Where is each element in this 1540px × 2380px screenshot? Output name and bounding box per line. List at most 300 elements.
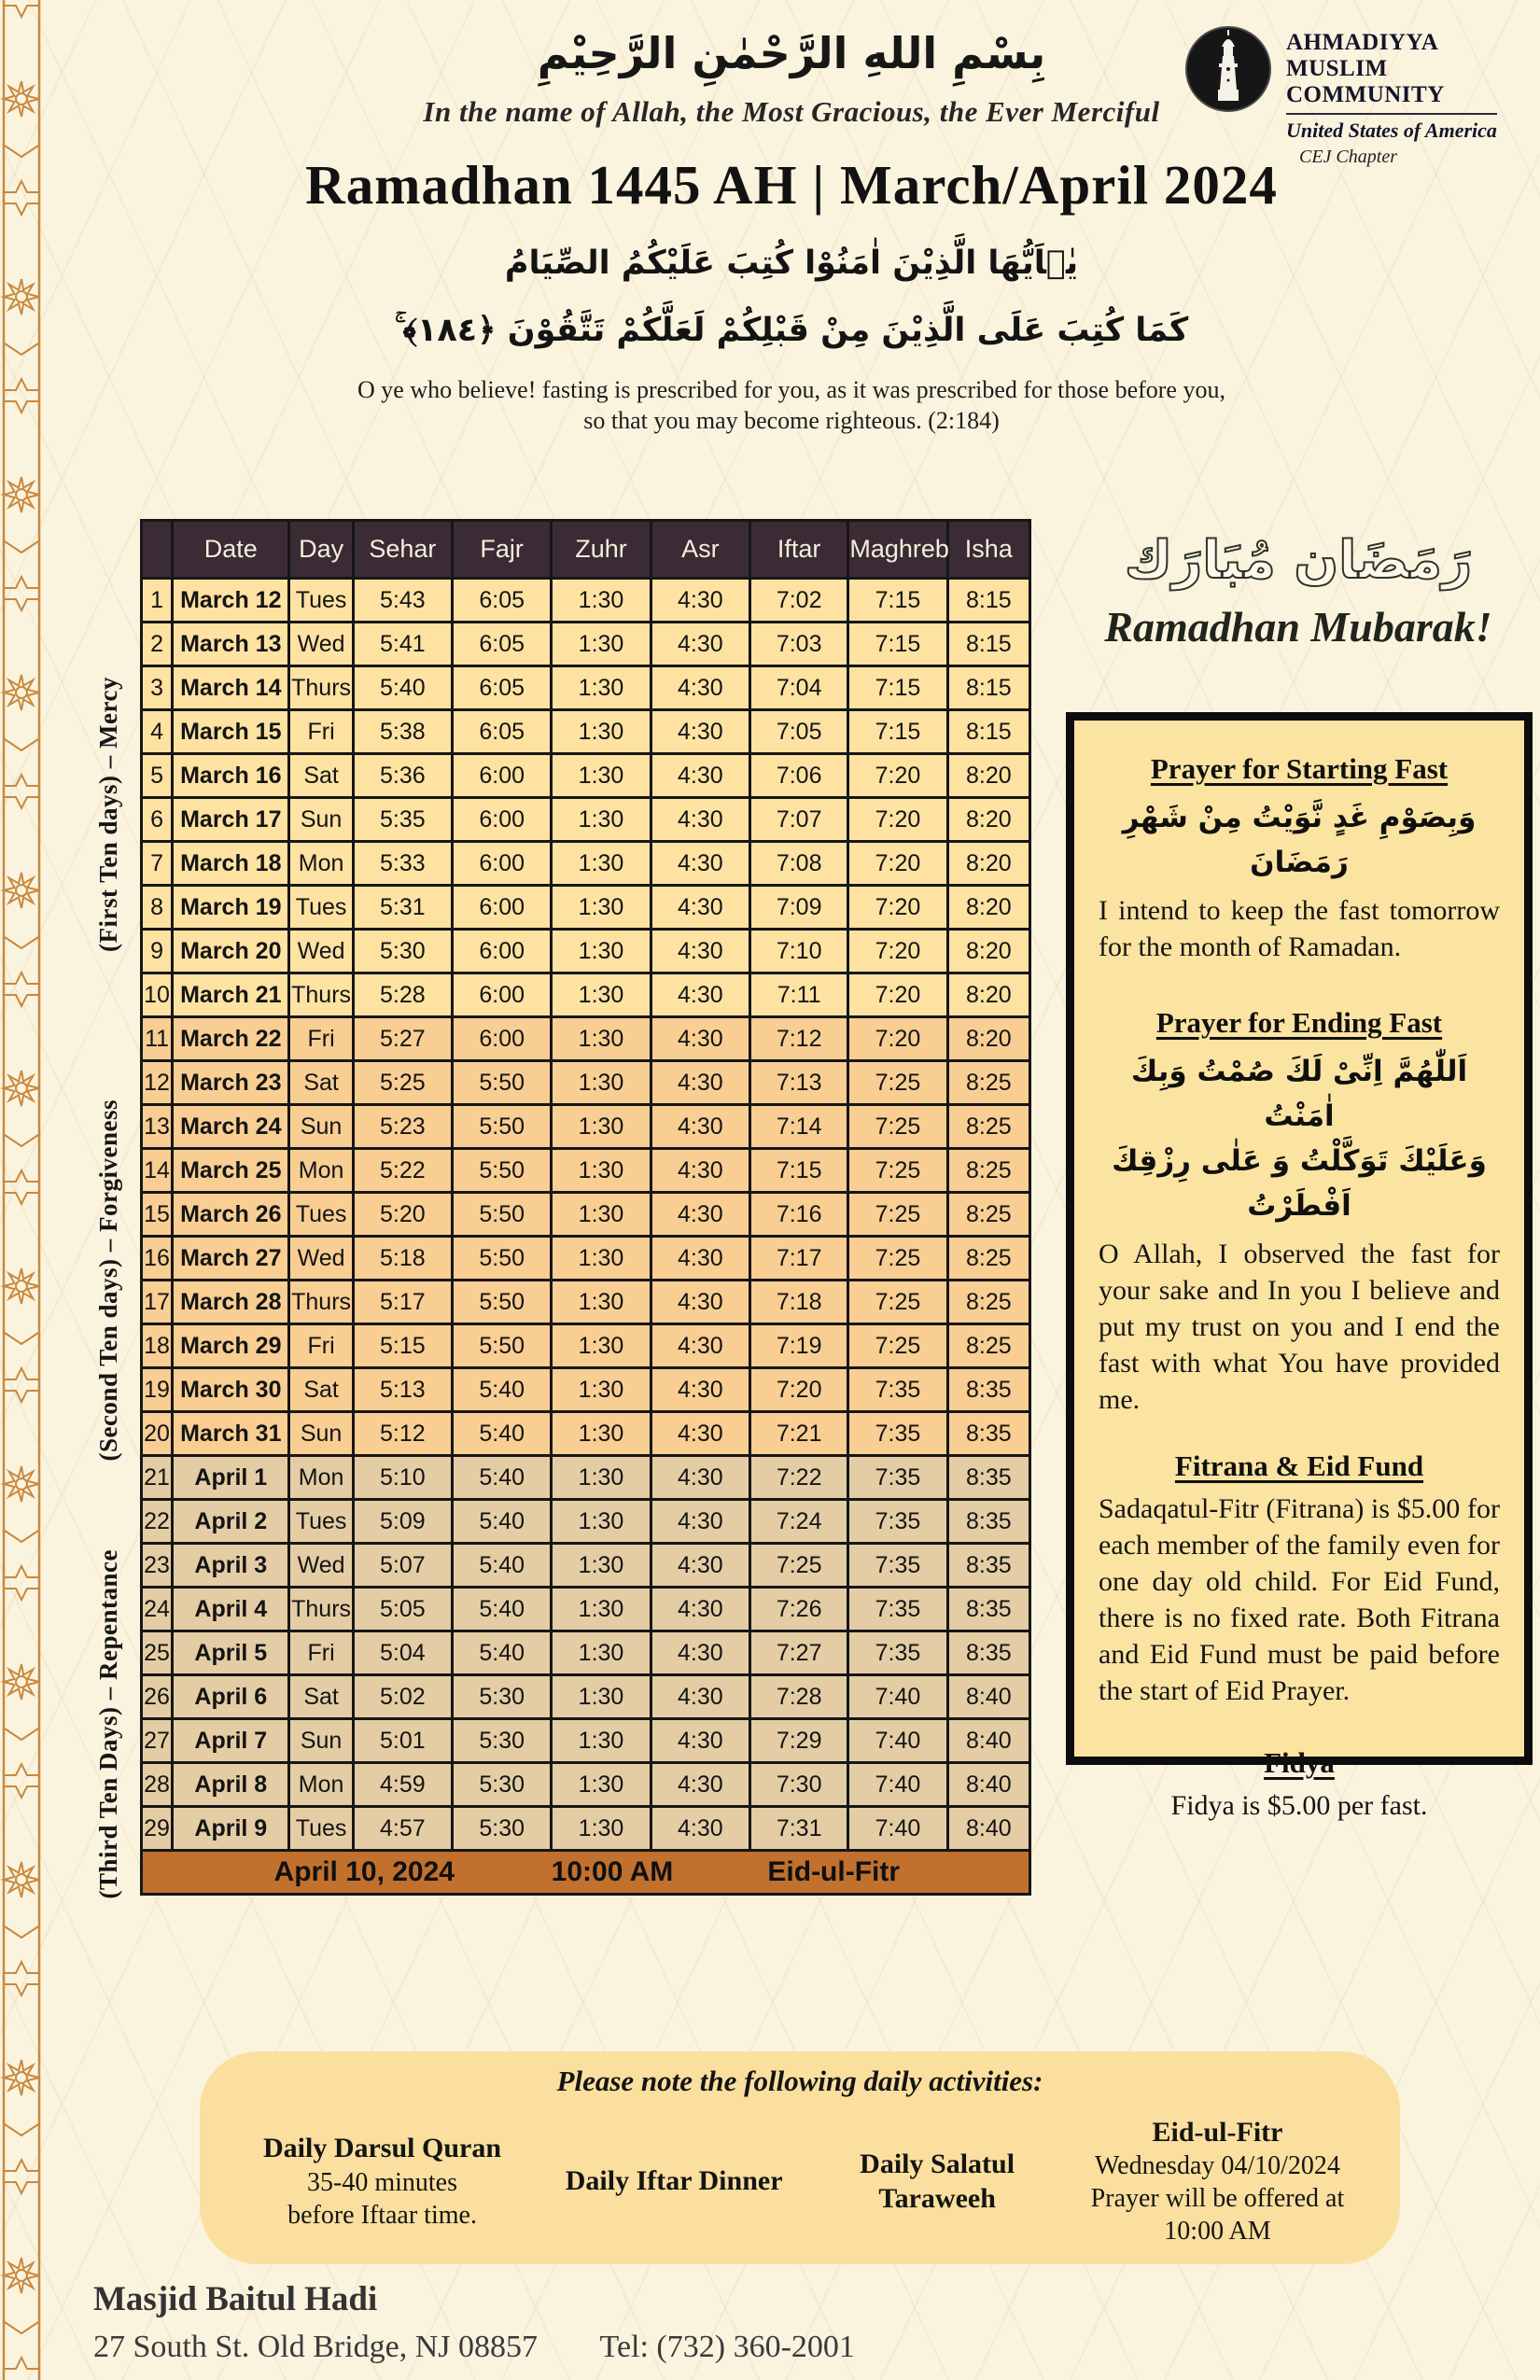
zuhr-cell: 1:30	[552, 1017, 651, 1061]
sehar-cell: 5:15	[353, 1324, 452, 1368]
prayer-timetable	[140, 519, 1031, 1896]
iftar-cell: 7:26	[750, 1588, 848, 1631]
date-cell: March 24	[173, 1105, 289, 1149]
zuhr-cell: 1:30	[552, 1281, 651, 1324]
sehar-cell: 4:57	[353, 1807, 452, 1851]
iftar-cell: 7:06	[750, 754, 848, 798]
table-row	[142, 842, 1030, 886]
asr-cell: 4:30	[651, 1105, 749, 1149]
zuhr-cell: 1:30	[552, 1149, 651, 1193]
table-row	[142, 1588, 1030, 1631]
column-header-iftar: Iftar	[750, 521, 848, 579]
maghreb-cell: 7:15	[848, 710, 947, 754]
asr-cell: 4:30	[651, 1719, 749, 1763]
sehar-cell: 5:09	[353, 1500, 452, 1544]
fajr-cell: 5:50	[453, 1149, 552, 1193]
isha-cell: 8:20	[947, 973, 1029, 1017]
mubarak-text: Ramadhan Mubarak!	[1104, 603, 1492, 651]
sehar-cell: 5:40	[353, 666, 452, 710]
iftar-cell: 7:31	[750, 1807, 848, 1851]
date-cell: April 7	[173, 1719, 289, 1763]
date-cell: March 23	[173, 1061, 289, 1105]
fajr-cell: 6:05	[453, 623, 552, 666]
prayers-info-box	[1066, 712, 1533, 1822]
group-label-repentance: (Third Ten Days) – Repentance	[93, 1548, 122, 1899]
asr-cell: 4:30	[651, 579, 749, 623]
fajr-cell: 5:50	[453, 1193, 552, 1237]
maghreb-cell: 7:35	[848, 1412, 947, 1456]
fajr-cell: 5:30	[453, 1763, 552, 1807]
fajr-cell: 5:30	[453, 1719, 552, 1763]
asr-cell: 4:30	[651, 1193, 749, 1237]
isha-cell: 8:35	[947, 1500, 1029, 1544]
zuhr-cell: 1:30	[552, 1719, 651, 1763]
zuhr-cell: 1:30	[552, 1193, 651, 1237]
fajr-cell: 5:50	[453, 1281, 552, 1324]
isha-cell: 8:35	[947, 1588, 1029, 1631]
date-cell: March 26	[173, 1193, 289, 1237]
mosque-phone: Tel: (732) 360-2001	[599, 2330, 855, 2364]
asr-cell: 4:30	[651, 798, 749, 842]
day-cell: Sat	[289, 754, 353, 798]
zuhr-cell: 1:30	[552, 1456, 651, 1500]
isha-cell: 8:40	[947, 1675, 1029, 1719]
zuhr-cell: 1:30	[552, 1763, 651, 1807]
table-row	[142, 1500, 1030, 1544]
eid-time: 10:00 AM	[551, 1856, 674, 1887]
day-cell: Sat	[289, 1675, 353, 1719]
fajr-cell: 5:40	[453, 1500, 552, 1544]
day-cell: Thurs	[289, 1281, 353, 1324]
table-row	[142, 623, 1030, 666]
table-row	[142, 579, 1030, 623]
table-row	[142, 1017, 1030, 1061]
iftar-cell: 7:29	[750, 1719, 848, 1763]
table-row	[142, 1368, 1030, 1412]
sehar-cell: 5:30	[353, 930, 452, 973]
date-cell: April 1	[173, 1456, 289, 1500]
fajr-cell: 6:00	[453, 930, 552, 973]
isha-cell: 8:25	[947, 1193, 1029, 1237]
zuhr-cell: 1:30	[552, 1675, 651, 1719]
sehar-cell: 5:27	[353, 1017, 452, 1061]
sehar-cell: 5:05	[353, 1588, 452, 1631]
asr-cell: 4:30	[651, 666, 749, 710]
row-number: 29	[142, 1807, 173, 1851]
sehar-cell: 5:18	[353, 1237, 452, 1281]
group-label-mercy: (First Ten days) – Mercy	[93, 676, 122, 952]
iftar-cell: 7:03	[750, 623, 848, 666]
asr-cell: 4:30	[651, 842, 749, 886]
fidya-text: Fidya is $5.00 per fast.	[1170, 1790, 1428, 1822]
table-row	[142, 1412, 1030, 1456]
isha-cell: 8:40	[947, 1807, 1029, 1851]
activities-items	[228, 2107, 1372, 2255]
date-cell: March 18	[173, 842, 289, 886]
asr-cell: 4:30	[651, 1017, 749, 1061]
table-row	[142, 886, 1030, 930]
sehar-cell: 5:36	[353, 754, 452, 798]
ending-fast-translation: O Allah, I observed the fast for your sake and In you I believe and put my trust on you and I end the fast with what You have provided me.	[1099, 1239, 1500, 1416]
row-number: 23	[142, 1544, 173, 1588]
maghreb-cell: 7:20	[848, 754, 947, 798]
fajr-cell: 5:50	[453, 1237, 552, 1281]
fajr-cell: 5:40	[453, 1456, 552, 1500]
asr-cell: 4:30	[651, 1631, 749, 1675]
isha-cell: 8:40	[947, 1719, 1029, 1763]
ramadhan-mubarak-block	[1059, 530, 1537, 651]
sehar-cell: 5:17	[353, 1281, 452, 1324]
row-number: 27	[142, 1719, 173, 1763]
sehar-cell: 5:33	[353, 842, 452, 886]
table-row	[142, 1631, 1030, 1675]
date-cell: April 6	[173, 1675, 289, 1719]
date-cell: March 30	[173, 1368, 289, 1412]
column-header-asr: Asr	[651, 521, 749, 579]
corner-cell	[142, 521, 173, 579]
table-row	[142, 1456, 1030, 1500]
sehar-cell: 5:28	[353, 973, 452, 1017]
maghreb-cell: 7:40	[848, 1763, 947, 1807]
date-cell: March 12	[173, 579, 289, 623]
maghreb-cell: 7:35	[848, 1368, 947, 1412]
quran-verse-arabic	[43, 231, 1540, 365]
row-number: 10	[142, 973, 173, 1017]
row-number: 7	[142, 842, 173, 886]
fajr-cell: 5:40	[453, 1631, 552, 1675]
fajr-cell: 6:00	[453, 842, 552, 886]
fitrana-text: Sadaqatul-Fitr (Fitrana) is $5.00 for each member of the family even for one day old child. For Eid Fund, there is no fixed rate. Both Fitrana and Eid Fund must be paid before the start of Eid Prayer.	[1099, 1493, 1500, 1707]
zuhr-cell: 1:30	[552, 798, 651, 842]
isha-cell: 8:20	[947, 930, 1029, 973]
iftar-cell: 7:19	[750, 1324, 848, 1368]
table-row	[142, 1061, 1030, 1105]
row-number: 16	[142, 1237, 173, 1281]
day-cell: Sun	[289, 1105, 353, 1149]
day-cell: Thurs	[289, 973, 353, 1017]
date-cell: April 2	[173, 1500, 289, 1544]
sehar-cell: 5:02	[353, 1675, 452, 1719]
isha-cell: 8:20	[947, 754, 1029, 798]
maghreb-cell: 7:40	[848, 1719, 947, 1763]
sehar-cell: 5:12	[353, 1412, 452, 1456]
sehar-cell: 5:10	[353, 1456, 452, 1500]
activity-line: Daily Iftar Dinner	[565, 2165, 783, 2197]
sehar-cell: 5:01	[353, 1719, 452, 1763]
iftar-cell: 7:27	[750, 1631, 848, 1675]
row-number: 28	[142, 1763, 173, 1807]
date-cell: March 29	[173, 1324, 289, 1368]
fajr-cell: 5:50	[453, 1324, 552, 1368]
isha-cell: 8:35	[947, 1631, 1029, 1675]
asr-cell: 4:30	[651, 1588, 749, 1631]
date-cell: March 27	[173, 1237, 289, 1281]
table-row	[142, 1281, 1030, 1324]
ending-fast-title: Prayer for Ending Fast	[1155, 1006, 1443, 1040]
asr-cell: 4:30	[651, 1763, 749, 1807]
fajr-cell: 6:00	[453, 1017, 552, 1061]
table-row	[142, 973, 1030, 1017]
table-header-row	[142, 521, 1030, 579]
fajr-cell: 6:00	[453, 754, 552, 798]
isha-cell: 8:15	[947, 623, 1029, 666]
logo-divider	[1286, 113, 1497, 115]
date-cell: March 20	[173, 930, 289, 973]
table-row	[142, 710, 1030, 754]
maghreb-cell: 7:35	[848, 1500, 947, 1544]
row-number: 2	[142, 623, 173, 666]
activity-line: Eid-ul-Fitr	[1152, 2116, 1283, 2148]
date-cell: April 9	[173, 1807, 289, 1851]
iftar-cell: 7:04	[750, 666, 848, 710]
eid-announcement	[142, 1851, 1030, 1895]
activity-line: Wednesday 04/10/2024	[1095, 2151, 1340, 2181]
row-number: 21	[142, 1456, 173, 1500]
maghreb-cell: 7:35	[848, 1631, 947, 1675]
sehar-cell: 5:22	[353, 1149, 452, 1193]
row-number: 1	[142, 579, 173, 623]
isha-cell: 8:20	[947, 1017, 1029, 1061]
zuhr-cell: 1:30	[552, 1061, 651, 1105]
group-label-forgiveness: (Second Ten days) – Forgiveness	[93, 1099, 122, 1462]
zuhr-cell: 1:30	[552, 1237, 651, 1281]
column-header-date: Date	[173, 521, 289, 579]
activity-item	[537, 2107, 811, 2255]
day-cell: Thurs	[289, 1588, 353, 1631]
column-header-sehar: Sehar	[353, 521, 452, 579]
starting-fast-translation: I intend to keep the fast tomorrow for the month of Ramadan.	[1099, 895, 1500, 963]
row-number: 25	[142, 1631, 173, 1675]
activity-line: Taraweeh	[878, 2183, 996, 2214]
daily-activities-box	[200, 2051, 1400, 2264]
row-number: 18	[142, 1324, 173, 1368]
maghreb-cell: 7:20	[848, 1017, 947, 1061]
activity-line: Daily Darsul Quran	[262, 2133, 502, 2164]
sehar-cell: 5:31	[353, 886, 452, 930]
organization-logo	[1183, 24, 1497, 168]
day-cell: Wed	[289, 1237, 353, 1281]
fajr-cell: 6:00	[453, 973, 552, 1017]
zuhr-cell: 1:30	[552, 1105, 651, 1149]
maghreb-cell: 7:35	[848, 1588, 947, 1631]
maghreb-cell: 7:35	[848, 1456, 947, 1500]
ending-fast-arabic	[1099, 1049, 1500, 1228]
isha-cell: 8:35	[947, 1456, 1029, 1500]
table-row	[142, 666, 1030, 710]
date-cell: March 17	[173, 798, 289, 842]
day-cell: Mon	[289, 1456, 353, 1500]
date-cell: March 13	[173, 623, 289, 666]
isha-cell: 8:25	[947, 1061, 1029, 1105]
sehar-cell: 5:20	[353, 1193, 452, 1237]
maghreb-cell: 7:35	[848, 1544, 947, 1588]
day-cell: Fri	[289, 710, 353, 754]
row-number: 11	[142, 1017, 173, 1061]
verse-translation	[43, 374, 1540, 438]
timetable-body	[142, 579, 1030, 1851]
table-row	[142, 1149, 1030, 1193]
activity-item	[228, 2107, 537, 2255]
isha-cell: 8:25	[947, 1237, 1029, 1281]
isha-cell: 8:20	[947, 842, 1029, 886]
org-chapter: CEJ Chapter	[1299, 147, 1397, 167]
sehar-cell: 5:04	[353, 1631, 452, 1675]
column-header-fajr: Fajr	[453, 521, 552, 579]
asr-cell: 4:30	[651, 973, 749, 1017]
maghreb-cell: 7:40	[848, 1807, 947, 1851]
fajr-cell: 5:40	[453, 1544, 552, 1588]
ornamental-border	[0, 0, 43, 2380]
mosque-address: 27 South St. Old Bridge, NJ 08857	[93, 2330, 539, 2364]
eid-date: April 10, 2024	[273, 1856, 455, 1887]
zuhr-cell: 1:30	[552, 1807, 651, 1851]
iftar-cell: 7:20	[750, 1368, 848, 1412]
table-row	[142, 1719, 1030, 1763]
day-cell: Thurs	[289, 666, 353, 710]
zuhr-cell: 1:30	[552, 623, 651, 666]
iftar-cell: 7:08	[750, 842, 848, 886]
zuhr-cell: 1:30	[552, 579, 651, 623]
iftar-cell: 7:28	[750, 1675, 848, 1719]
activities-title: Please note the following daily activities:	[556, 2065, 1043, 2097]
activity-item	[1063, 2107, 1372, 2255]
sehar-cell: 5:41	[353, 623, 452, 666]
day-cell: Fri	[289, 1324, 353, 1368]
isha-cell: 8:15	[947, 666, 1029, 710]
row-number: 5	[142, 754, 173, 798]
zuhr-cell: 1:30	[552, 1412, 651, 1456]
iftar-cell: 7:12	[750, 1017, 848, 1061]
iftar-cell: 7:14	[750, 1105, 848, 1149]
row-number: 20	[142, 1412, 173, 1456]
row-number: 15	[142, 1193, 173, 1237]
day-cell: Sat	[289, 1061, 353, 1105]
table-row	[142, 1807, 1030, 1851]
asr-cell: 4:30	[651, 1675, 749, 1719]
footer-contact-line	[93, 2330, 855, 2365]
activity-line: Daily Salatul	[860, 2148, 1015, 2179]
activity-line: before Iftaar time.	[287, 2200, 477, 2230]
asr-cell: 4:30	[651, 930, 749, 973]
mubarak-calligraphy: رَمَضَان مُبَارَك	[1124, 530, 1473, 591]
asr-cell: 4:30	[651, 1061, 749, 1105]
isha-cell: 8:25	[947, 1149, 1029, 1193]
table-row	[142, 1544, 1030, 1588]
column-header-maghreb: Maghreb	[848, 521, 947, 579]
zuhr-cell: 1:30	[552, 886, 651, 930]
date-cell: March 16	[173, 754, 289, 798]
day-cell: Tues	[289, 1807, 353, 1851]
isha-cell: 8:25	[947, 1324, 1029, 1368]
row-number: 14	[142, 1149, 173, 1193]
maghreb-cell: 7:25	[848, 1324, 947, 1368]
logo-text-block	[1286, 24, 1497, 168]
asr-cell: 4:30	[651, 1149, 749, 1193]
day-cell: Sun	[289, 1719, 353, 1763]
iftar-cell: 7:07	[750, 798, 848, 842]
sehar-cell: 5:13	[353, 1368, 452, 1412]
maghreb-cell: 7:25	[848, 1281, 947, 1324]
verse-line-2: كَمَا كُتِبَ عَلَى الَّذِيْنَ مِنْ قَبْلِكُمْ لَعَلَّكُمْ تَتَّقُوْنَ ﴿١٨٤﴾ ۚ	[394, 311, 1189, 349]
fajr-cell: 6:05	[453, 666, 552, 710]
date-cell: April 8	[173, 1763, 289, 1807]
fajr-cell: 5:30	[453, 1675, 552, 1719]
isha-cell: 8:25	[947, 1281, 1029, 1324]
zuhr-cell: 1:30	[552, 710, 651, 754]
table-row	[142, 1193, 1030, 1237]
fajr-cell: 6:00	[453, 886, 552, 930]
day-cell: Wed	[289, 930, 353, 973]
day-cell: Tues	[289, 1193, 353, 1237]
row-number: 4	[142, 710, 173, 754]
iftar-cell: 7:10	[750, 930, 848, 973]
activity-line: Prayer will be offered at	[1090, 2184, 1345, 2214]
activity-item	[811, 2107, 1063, 2255]
sehar-cell: 5:35	[353, 798, 452, 842]
row-number: 9	[142, 930, 173, 973]
bismillah-calligraphy: بِسْمِ اللهِ الرَّحْمٰنِ الرَّحِيْمِ	[537, 28, 1046, 78]
table-row	[142, 798, 1030, 842]
row-number: 3	[142, 666, 173, 710]
iftar-cell: 7:16	[750, 1193, 848, 1237]
row-number: 12	[142, 1061, 173, 1105]
maghreb-cell: 7:20	[848, 930, 947, 973]
fajr-cell: 6:05	[453, 710, 552, 754]
table-row	[142, 1105, 1030, 1149]
fajr-cell: 5:30	[453, 1807, 552, 1851]
asr-cell: 4:30	[651, 1544, 749, 1588]
table-row	[142, 1324, 1030, 1368]
table-row	[142, 930, 1030, 973]
column-header-day: Day	[289, 521, 353, 579]
asr-cell: 4:30	[651, 1412, 749, 1456]
mosque-minaret-icon	[1183, 24, 1273, 114]
row-number: 19	[142, 1368, 173, 1412]
zuhr-cell: 1:30	[552, 1631, 651, 1675]
bismillah-translation: In the name of Allah, the Most Gracious, the Ever Merciful	[423, 95, 1160, 128]
asr-cell: 4:30	[651, 1500, 749, 1544]
date-cell: March 19	[173, 886, 289, 930]
maghreb-cell: 7:15	[848, 623, 947, 666]
day-cell: Fri	[289, 1017, 353, 1061]
asr-cell: 4:30	[651, 1324, 749, 1368]
iftar-cell: 7:18	[750, 1281, 848, 1324]
fajr-cell: 6:00	[453, 798, 552, 842]
date-cell: April 4	[173, 1588, 289, 1631]
date-cell: March 31	[173, 1412, 289, 1456]
asr-cell: 4:30	[651, 886, 749, 930]
sehar-cell: 5:23	[353, 1105, 452, 1149]
date-cell: March 25	[173, 1149, 289, 1193]
isha-cell: 8:35	[947, 1368, 1029, 1412]
isha-cell: 8:15	[947, 710, 1029, 754]
fajr-cell: 5:50	[453, 1061, 552, 1105]
zuhr-cell: 1:30	[552, 1500, 651, 1544]
day-cell: Fri	[289, 1631, 353, 1675]
isha-cell: 8:20	[947, 798, 1029, 842]
fidya-title: Fidya	[1264, 1746, 1335, 1780]
column-header-zuhr: Zuhr	[552, 521, 651, 579]
page-title: Ramadhan 1445 AH | March/April 2024	[305, 154, 1278, 216]
starting-fast-arabic: وَبِصَوْمِ غَدٍ نَّوَيْتُ مِنْ شَهْرِ رَمَضَانَ	[1122, 801, 1477, 880]
asr-cell: 4:30	[651, 754, 749, 798]
sehar-cell: 4:59	[353, 1763, 452, 1807]
asr-cell: 4:30	[651, 1237, 749, 1281]
maghreb-cell: 7:15	[848, 666, 947, 710]
table-row	[142, 754, 1030, 798]
maghreb-cell: 7:15	[848, 579, 947, 623]
zuhr-cell: 1:30	[552, 1368, 651, 1412]
